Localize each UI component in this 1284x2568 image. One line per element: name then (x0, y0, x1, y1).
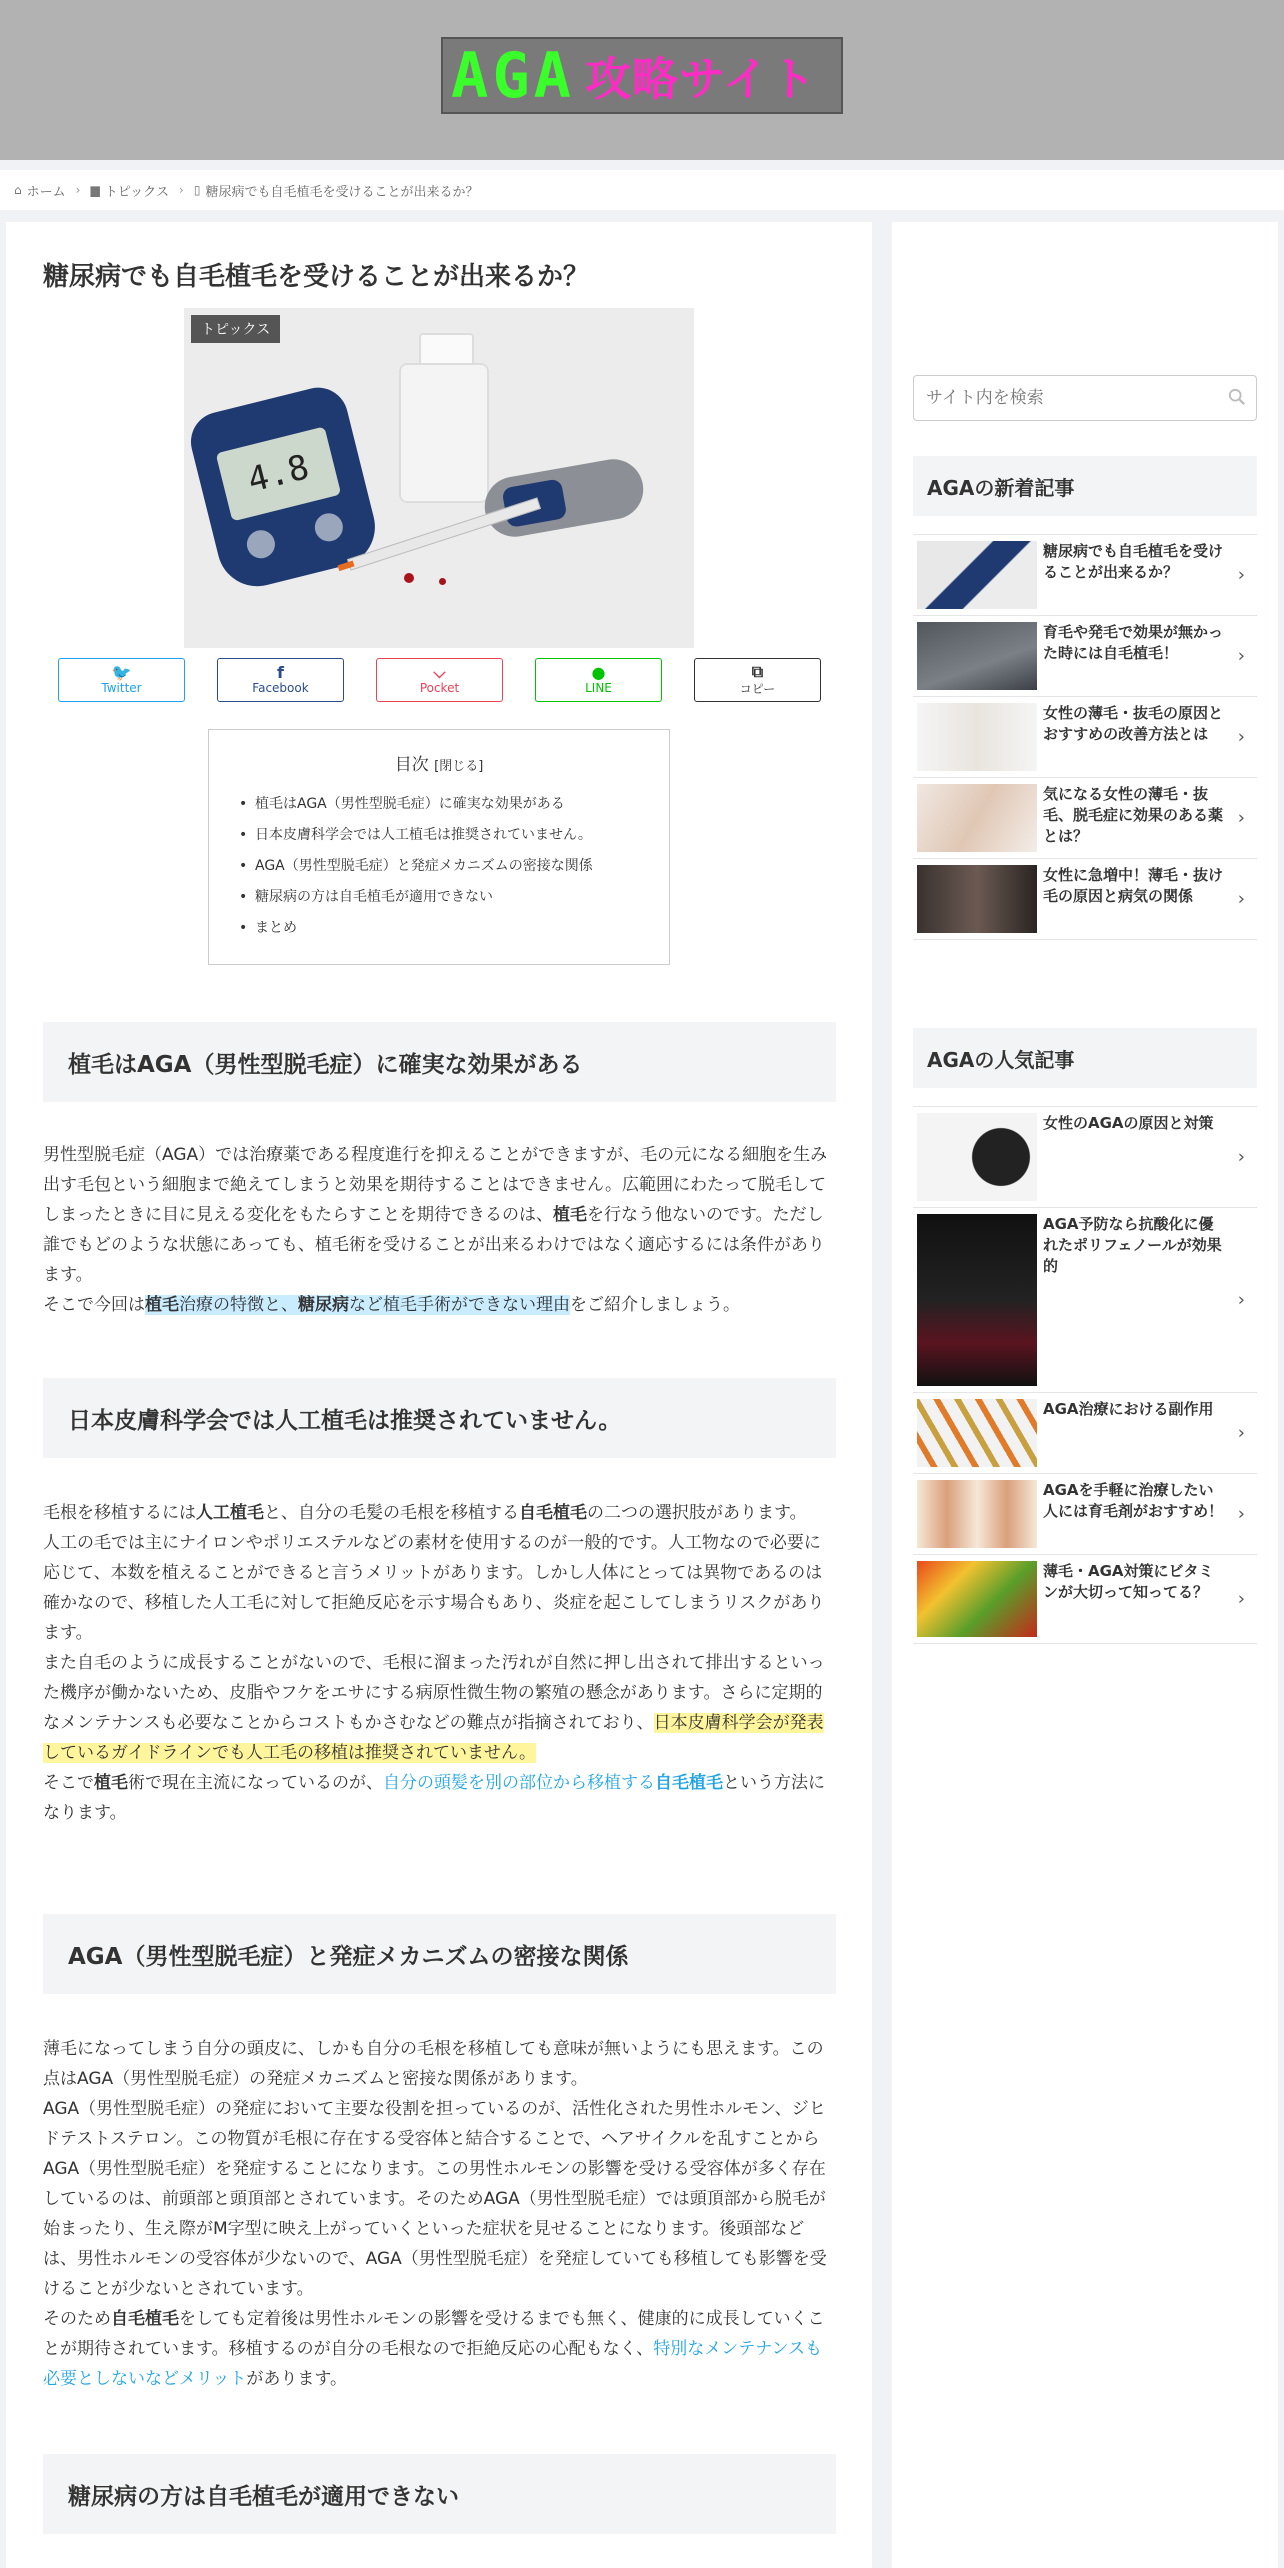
list-item[interactable]: AGA治療における副作用 › (913, 1393, 1257, 1474)
new-articles-title: AGAの新着記事 (913, 456, 1257, 516)
list-item[interactable]: 女性のAGAの原因と対策 › (913, 1106, 1257, 1208)
chevron-right-icon: › (1237, 645, 1245, 667)
list-item[interactable]: 育毛や発毛で効果が無かった時には自毛植毛！ › (913, 616, 1257, 697)
lancet-device-shape (480, 455, 648, 542)
list-item[interactable]: 糖尿病でも自毛植毛を受けることが出来るか？ › (913, 534, 1257, 616)
thumbnail-image (917, 784, 1037, 852)
article-main (6, 222, 872, 2568)
inline-link[interactable]: 自分の頭髪を別の部位から移植する自毛植毛 (383, 1773, 723, 1793)
toc-list (233, 789, 645, 944)
article-title: 糖尿病でも自毛植毛を受けることが出来るか？ (43, 262, 590, 292)
sidebar (892, 222, 1278, 2568)
breadcrumb-home[interactable] (14, 181, 66, 200)
inline-link[interactable]: 特別なメンテナンスも必要としないなどメリット (43, 2339, 822, 2389)
chevron-right-icon: › (1237, 888, 1245, 910)
toc-toggle-link[interactable]: [閉じる] (434, 759, 484, 774)
site-logo[interactable] (441, 37, 843, 114)
breadcrumb-home-label: ホーム (26, 184, 66, 200)
search-box (913, 375, 1257, 421)
thumbnail-image (917, 703, 1037, 771)
share-copy-button[interactable] (694, 658, 821, 702)
blood-drop-shape (439, 578, 446, 585)
new-articles-list (913, 534, 1257, 940)
share-facebook-button[interactable] (217, 658, 344, 702)
logo-aga-text: AGA (451, 39, 575, 112)
line-icon: ● (591, 663, 606, 682)
section-paragraph: 薄毛になってしまう自分の頭皮に、しかも自分の毛根を移植しても意味が無いようにも思えます。この点はAGA（男性型脱毛症）の発症メカニズムと密接な関係があります。 AGA（男性型脱毛症）の発症において主要な役割を担っているのが、活性化された男性ホルモン、ジヒドテストステロン。この物質が毛根に存在する受容体と結合することで、ヘアサイクルを乱すことからAGA（男性型脱毛症）を発症することになります。この男性ホルモンの影響を受ける受容体が多く存在しているのは、前頭部と頭頂部とされています。そのためAGA（男性型脱毛症）では頭頂部から脱毛が始まったり、生え際がM字型に映え上がっていくといった症状を見せることになります。後頭部などは、男性ホルモンの受容体が少ないので、AGA（男性型脱毛症）を発症していても移植しても影響を受けることが少ないとされています。 そのため自毛植毛をしても定着後は男性ホルモンの影響を受けるまでも無く、健康的に成長していくことが期待されています。移植するのが自分の毛根なので拒絶反応の心配もなく、特別なメンテナンスも必要としないなどメリットがあります。 (43, 2039, 827, 2389)
breadcrumb-category-label: トピックス (104, 184, 170, 200)
section-heading: 糖尿病の方は自毛植毛が適用できない (43, 2454, 836, 2534)
chevron-right-icon: › (1237, 726, 1245, 748)
meter-button-shape (312, 510, 346, 544)
toc-item[interactable]: • 植毛はAGA（男性型脱毛症）に確実な効果がある (233, 789, 645, 820)
list-item[interactable]: 気になる女性の薄毛・抜毛、脱毛症に効果のある薬とは？ › (913, 778, 1257, 859)
chevron-right-icon: › (179, 183, 184, 197)
meter-button-shape (244, 527, 278, 561)
list-item[interactable]: 女性の薄毛・抜毛の原因とおすすめの改善方法とは › (913, 697, 1257, 778)
logo-rest-text: 攻略サイト (584, 51, 817, 106)
share-twitter-button[interactable] (58, 658, 185, 702)
thumbnail-image (917, 541, 1037, 609)
toc-item[interactable]: • 糖尿病の方は自毛植毛が適用できない (233, 882, 645, 913)
copy-icon: ⧉ (751, 661, 764, 681)
eyecatch-image (184, 308, 694, 648)
toc-item[interactable]: • AGA（男性型脱毛症）と発症メカニズムの密接な関係 (233, 851, 645, 882)
pill-bottle-shape (399, 363, 489, 503)
share-copy-label: コピー (739, 681, 776, 696)
meter-screen: 4.8 (216, 426, 342, 521)
chevron-right-icon: › (1237, 1588, 1245, 1610)
popular-articles-title: AGAの人気記事 (913, 1028, 1257, 1088)
chevron-right-icon: › (1237, 1289, 1245, 1311)
breadcrumb-current-label: 糖尿病でも自毛植毛を受けることが出来るか？ (205, 184, 479, 200)
list-item[interactable]: AGA予防なら抗酸化に優れたポリフェノールが効果的 › (913, 1208, 1257, 1393)
thumbnail-image (917, 1480, 1037, 1548)
share-buttons (58, 658, 825, 702)
home-icon: ⌂ (14, 183, 22, 197)
category-label[interactable]: トピックス (191, 315, 280, 343)
toc-title (233, 750, 645, 775)
file-icon: ▯ (193, 183, 201, 197)
share-twitter-label: Twitter (101, 681, 142, 695)
list-item[interactable]: AGAを手軽に治療したい人には育毛剤がおすすめ！ › (913, 1474, 1257, 1555)
section-paragraph: 男性型脱毛症（AGA）では治療薬である程度進行を抑えることができますが、毛の元になる細胞を生み出す毛包という細胞まで絶えてしまうと効果を期待することはできません。広範囲にわたって脱毛してしまったときに目に見える変化をもたらすことを期待できるのは、植毛を行なう他ないのです。ただし誰でもどのような状態にあっても、植毛術を受けることが出来るわけではなく適応するには条件があります。 そこで今回は植毛治療の特徴と、糖尿病など植毛手術ができない理由をご紹介しましょう。 (43, 1145, 828, 1315)
search-icon[interactable] (1228, 388, 1246, 406)
breadcrumb-category[interactable] (90, 181, 169, 200)
search-input[interactable] (926, 388, 1216, 408)
pocket-icon: ⌵ (433, 663, 446, 682)
chevron-right-icon: › (1237, 564, 1245, 586)
toc-title-text: 目次 (394, 755, 429, 775)
chevron-right-icon: › (75, 183, 81, 197)
chevron-right-icon: › (1237, 1503, 1245, 1525)
share-line-button[interactable] (535, 658, 662, 702)
section-heading: 日本皮膚科学会では人工植毛は推奨されていません。 (43, 1378, 836, 1458)
breadcrumb-current (194, 181, 479, 200)
section-heading: AGA（男性型脱毛症）と発症メカニズムの密接な関係 (43, 1914, 836, 1994)
breadcrumb (0, 170, 1284, 210)
popular-articles-list (913, 1106, 1257, 1644)
share-line-label: LINE (585, 681, 612, 695)
chevron-right-icon: › (1237, 1422, 1245, 1444)
list-item[interactable]: 薄毛・AGA対策にビタミンが大切って知ってる？ › (913, 1555, 1257, 1644)
thumbnail-image (917, 622, 1037, 690)
chevron-right-icon: › (1237, 807, 1245, 829)
facebook-icon: f (277, 663, 284, 682)
blood-drop-shape (404, 573, 414, 583)
toc-item[interactable]: • まとめ (233, 913, 645, 944)
folder-icon: ▆ (90, 183, 100, 197)
table-of-contents (208, 729, 670, 965)
thumbnail-image (917, 1113, 1037, 1201)
share-pocket-button[interactable] (376, 658, 503, 702)
thumbnail-image (917, 1214, 1037, 1386)
twitter-icon: 🐦 (111, 663, 132, 682)
list-item[interactable]: 女性に急増中！薄毛・抜け毛の原因と病気の関係 › (913, 859, 1257, 940)
chevron-right-icon: › (1237, 1146, 1245, 1168)
thumbnail-image (917, 865, 1037, 933)
thumbnail-image (917, 1399, 1037, 1467)
share-pocket-label: Pocket (419, 681, 460, 695)
section-heading: 植毛はAGA（男性型脱毛症）に確実な効果がある (43, 1022, 836, 1102)
share-facebook-label: Facebook (252, 681, 309, 695)
toc-item[interactable]: • 日本皮膚科学会では人工植毛は推奨されていません。 (233, 820, 645, 851)
thumbnail-image (917, 1561, 1037, 1637)
site-header (0, 0, 1284, 160)
section-paragraph: 毛根を移植するには人工植毛と、自分の毛髪の毛根を移植する自毛植毛の二つの選択肢があります。 人工の毛では主にナイロンやポリエステルなどの素材を使用するのが一般的です。人工物なので必要に応じて、本数を植えることができると言うメリットがあります。しかし人体にとっては異物であるのは確かなので、移植した人工毛に対して拒絶反応を示す場合もあり、炎症を起こしてしまうリスクがあります。 また自毛のように成長することがないので、毛根に溜まった汚れが自然に押し出されて排出するといった機序が働かないため、皮脂やフケをエサにする病原性微生物の繁殖の懸念があります。さらに定期的なメンテナンスも必要なことからコストもかさむなどの難点が指摘されており、日本皮膚科学会が発表しているガイドラインでも人工毛の移植は推奨されていません。 そこで植毛術で現在主流になっているのが、自分の頭髪を別の部位から移植する自毛植毛という方法になります。 (43, 1503, 825, 1823)
